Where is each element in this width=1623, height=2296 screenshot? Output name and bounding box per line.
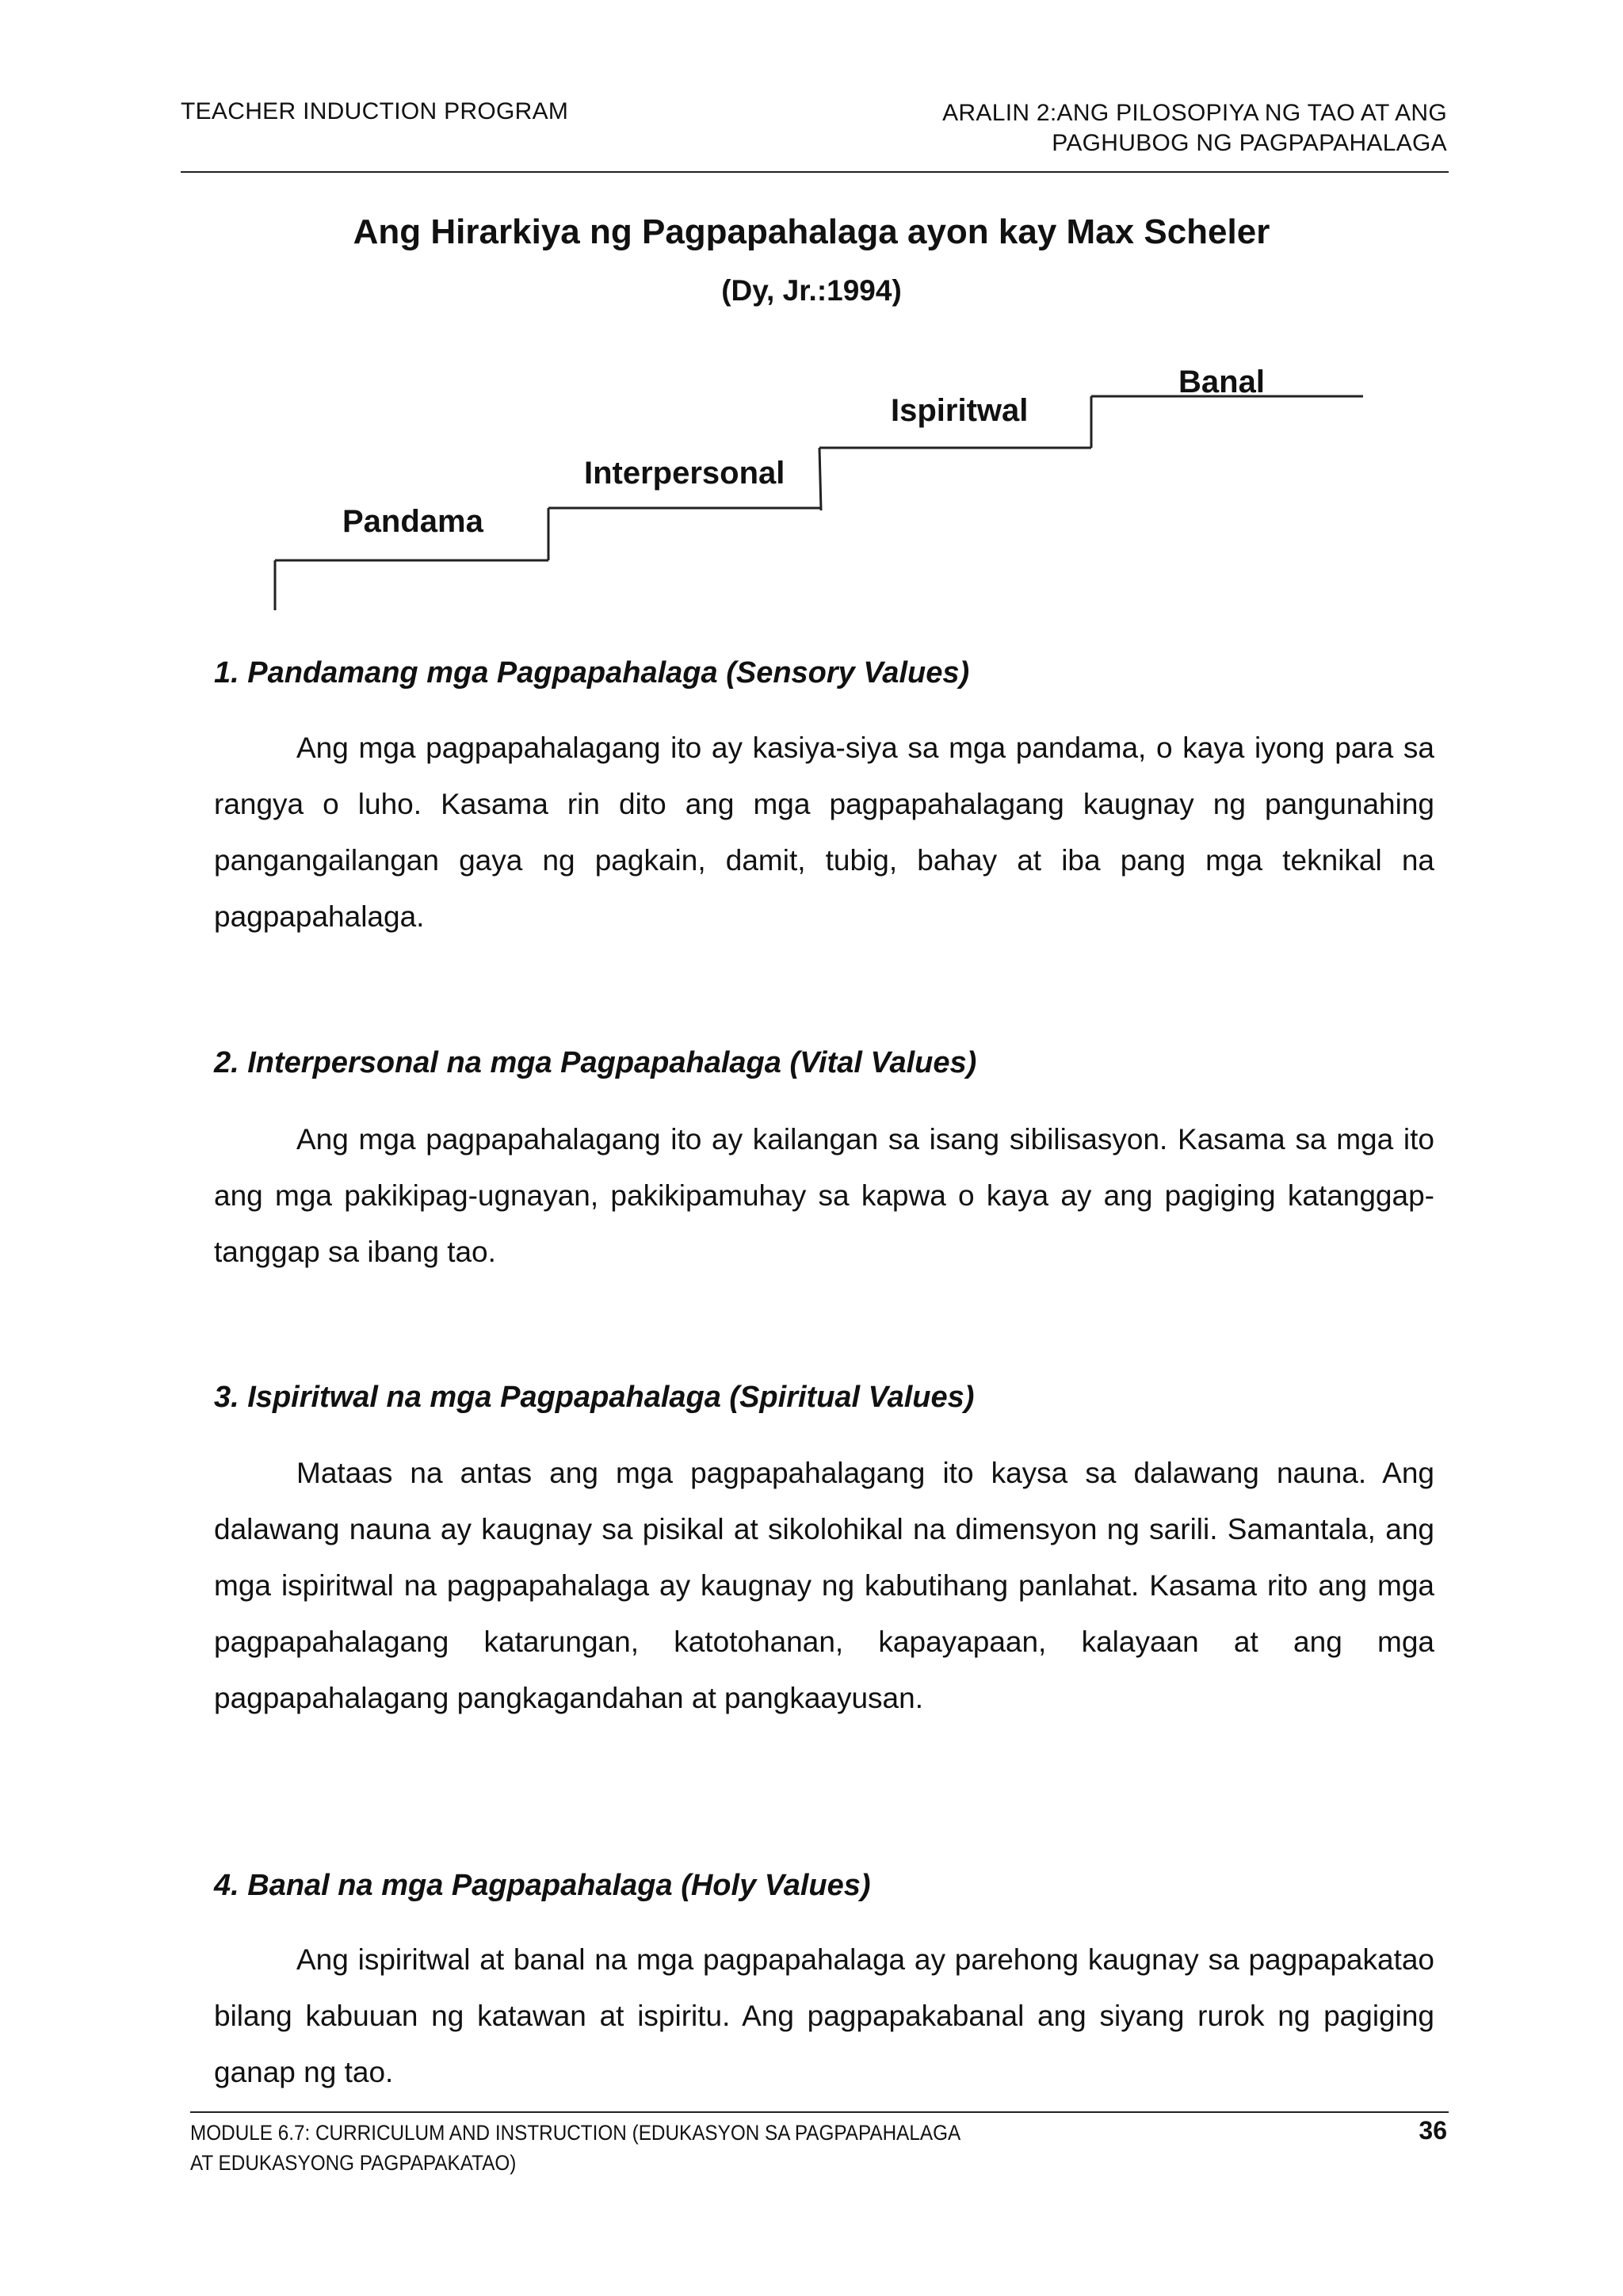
header-lesson-line1: ARALIN 2:ANG PILOSOPIYA NG TAO AT ANG [942,100,1447,126]
step-label-interpersonal: Interpersonal [584,456,785,491]
section-heading-vital: 2. Interpersonal na mga Pagpapahalaga (Vital Values) [214,1046,977,1079]
stair-riser-3 [819,448,821,510]
step-label-banal: Banal [1178,365,1265,399]
step-label-pandama: Pandama [342,504,483,539]
page-citation: (Dy, Jr.:1994) [721,274,902,307]
section-heading-spiritual: 3. Ispiritwal na mga Pagpapahalaga (Spiritual Values) [214,1381,975,1414]
footer-module-line2: AT EDUKASYONG PAGPAPAKATAO) [190,2151,517,2175]
section-heading-holy: 4. Banal na mga Pagpapahalaga (Holy Values) [214,1869,871,1902]
footer-divider [190,2111,1449,2113]
section-body-vital: Ang mga pagpapahalagang ito ay kailangan sa isang sibilisasyon. Kasama sa mga ito ang mga pakikipag-ugnayan, pakikipamuhay sa kapwa o kaya ay ang pagiging katanggap-tanggap sa ibang tao. [214,1123,1434,1268]
value-hierarchy-staircase [0,0,1623,634]
header-lesson-line2: PAGHUBOG NG PAGPAPAHALAGA [1052,130,1447,156]
page-number: 36 [1419,2116,1447,2145]
section-body-sensory: Ang mga pagpapahalagang ito ay kasiya-siya sa mga pandama, o kaya iyong para sa rangya o luho. Kasama rin dito ang mga pagpapahalagang kaugnay ng pangunahing pangangailangan gaya ng pagkain, damit, tubig, bahay at iba pang mga teknikal na pagpapahalaga. [214,732,1434,933]
section-heading-sensory: 1. Pandamang mga Pagpapahalaga (Sensory Values) [214,656,970,690]
section-body-spiritual: Mataas na antas ang mga pagpapahalagang ito kaysa sa dalawang nauna. Ang dalawang nauna ay kaugnay sa pisikal at sikolohikal na dimensyon ng sarili. Samantala, ang mga ispiritwal na pagpapahalaga ay kaugnay ng kabutihang panlahat. Kasama rito ang mga pagpapahalagang katarungan, katotohanan, kapayapaan, kalayaan at ang mga pagpapahalagang pangkagandahan at pangkaayusan. [214,1457,1434,1714]
step-label-ispiritwal: Ispiritwal [891,393,1029,428]
footer-module-title [190,2118,960,2178]
section-body-holy: Ang ispiritwal at banal na mga pagpapahalaga ay parehong kaugnay sa pagpapakatao bilang kabuuan ng katawan at ispiritu. Ang pagpapakabanal ang siyang rurok ng pagiging ganap ng tao. [214,1943,1434,2088]
footer-module-line1: MODULE 6.7: CURRICULUM AND INSTRUCTION (EDUKASYON SA PAGPAPAHALAGA [190,2121,961,2145]
page-title: Ang Hirarkiya ng Pagpapahalaga ayon kay Max Scheler [353,212,1270,251]
header-program: TEACHER INDUCTION PROGRAM [181,98,569,124]
